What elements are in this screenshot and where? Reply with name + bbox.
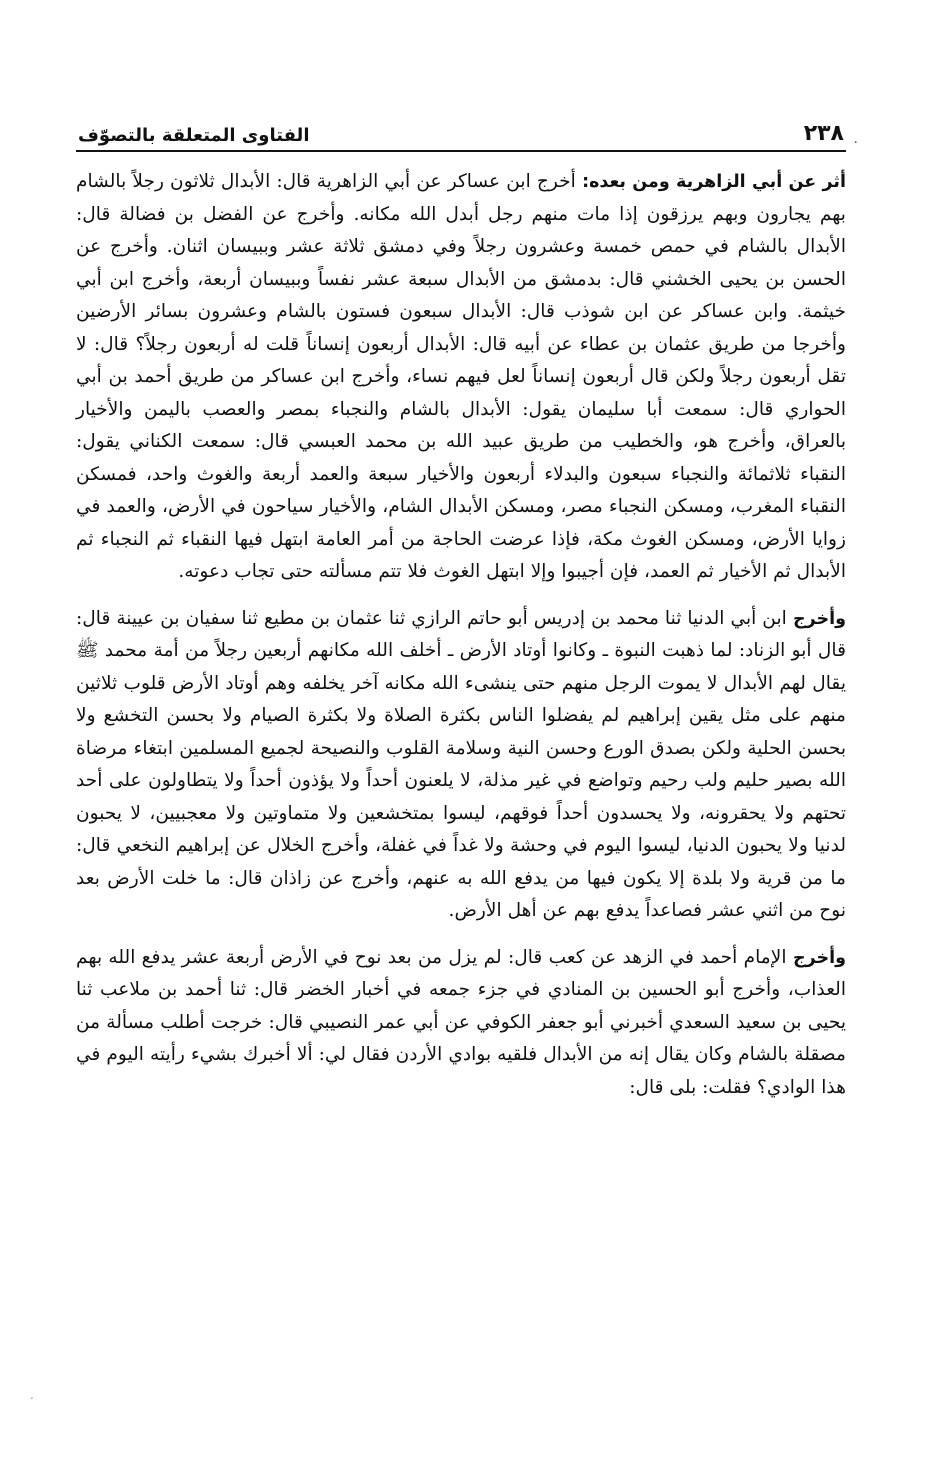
paragraph-3	[76, 942, 846, 1105]
body-text	[76, 166, 846, 1104]
paragraph-1-text: أخرج ابن عساكر عن أبي الزاهرية قال: الأبدال ثلاثون رجلاً بالشام بهم يجارون وبهم يرزقون إذا مات منهم رجل أبدل الله مكانه. وأخرج عن الفضل بن فضالة قال: الأبدال بالشام في حمص خمسة وعشرون رجلاً وفي دمشق ثلاثة عشر وببيسان اثنان. وأخرج عن الحسن بن يحيى الخشني قال: بدمشق من الأبدال سبعة عشر نفساً وببيسان أربعة، وأخرج ابن أبي خيثمة. وابن عساكر عن ابن شوذب قال: الأبدال سبعون فستون بالشام وعشرون بسائر الأرضين وأخرجا من طريق عثمان بن عطاء عن أبيه قال: الأبدال أربعون إنساناً قلت له أربعون رجلاً؟ قال: لا تقل أربعون رجلاً ولكن قال أربعون إنساناً لعل فيهم نساء، وأخرج ابن عساكر من طريق أحمد بن أبي الحواري قال: سمعت أبا سليمان يقول: الأبدال بالشام والنجباء بمصر والعصب باليمن والأخيار بالعراق، وأخرج هو، والخطيب من طريق عبيد الله بن محمد العبسي قال: سمعت الكناني يقول: النقباء ثلاثمائة والنجباء سبعون والبدلاء أربعون والأخيار سبعة والعمد أربعة والغوث واحد، فمسكن النقباء المغرب، ومسكن النجباء مصر، ومسكن الأبدال الشام، والأخيار سياحون في الأرض، والعمد في زوايا الأرض، ومسكن الغوث مكة، فإذا عرضت الحاجة من أمر العامة ابتهل فيها النقباء ثم النجباء ثم الأبدال ثم الأخيار ثم العمد، فإن أجيبوا وإلا ابتهل الغوث فلا تتم مسألته حتى تجاب دعوته.	[76, 171, 846, 582]
header-dot: .	[853, 131, 858, 147]
paragraph-1-lead: أثر عن أبي الزاهرية ومن بعده:	[575, 172, 846, 192]
paragraph-1	[76, 166, 846, 589]
corner-mark: .	[30, 1388, 34, 1402]
paragraph-3-lead: وأخرج	[786, 947, 846, 968]
paragraph-2-lead: وأخرج	[786, 608, 846, 629]
running-header	[76, 108, 846, 152]
paragraph-2-text: ابن أبي الدنيا ثنا محمد بن إدريس أبو حاتم الرازي ثنا عثمان بن مطيع ثنا سفيان بن عيينة قال: قال أبو الزناد: لما ذهبت النبوة ـ وكانوا أوتاد الأرض ـ أخلف الله مكانهم أربعين رجلاً من أمة محمد ﷺ يقال لهم الأبدال لا يموت الرجل منهم حتى ينشىء الله مكانه آخر يخلفه وهم أوتاد الأرض قلوب ثلاثين منهم على مثل يقين إبراهيم لم يفضلوا الناس بكثرة الصلاة ولا بكثرة الصيام ولا بحسن التخشع ولا بحسن الحلية ولكن بصدق الورع وحسن النية وسلامة القلوب والنصيحة لجميع المسلمين ابتغاء مرضاة الله بصير حليم ولب رحيم وتواضع في غير مذلة، لا يلعنون أحداً ولا يؤذون أحداً ولا يتطاولون على أحد تحتهم ولا يحقرونه، ولا يحسدون أحداً فوقهم، ليسوا بمتخشعين ولا متماوتين ولا معجبيين، لا يحبون لدنيا ولا يحبون الدنيا، ليسوا اليوم في وحشة ولا غداً في غفلة، وأخرج الخلال عن إبراهيم النخعي قال: ما من قرية ولا بلدة إلا يكون فيها من يدفع الله به عنهم، وأخرج عن زاذان قال: ما خلت الأرض بعد نوح من اثني عشر فصاعداً يدفع بهم عن أهل الأرض.	[76, 607, 846, 921]
running-title: الفتاوى المتعلقة بالتصوّف	[78, 125, 310, 146]
paragraph-3-text: الإمام أحمد في الزهد عن كعب قال: لم يزل من بعد نوح في الأرض أربعة عشر يدفع الله بهم العذاب، وأخرج أبو الحسين بن المنادي في جزء جمعه في أخبار الخضر قال: ثنا أحمد بن ملاعب ثنا يحيى بن سعيد السعدي أخبرني أبو جعفر الكوفي عن أبي عمر النصيبي قال: خرجت أطلب مسألة من مصقلة بالشام وكان يقال إنه من الأبدال فلقيه بوادي الأردن فقال لي: ألا أخبرك بشيء رأيته اليوم في هذا الوادي؟ فقلت: بلى قال:	[76, 946, 846, 1098]
book-page	[76, 108, 858, 1104]
page-number: ٢٣٨	[803, 121, 844, 146]
paragraph-2	[76, 603, 846, 928]
